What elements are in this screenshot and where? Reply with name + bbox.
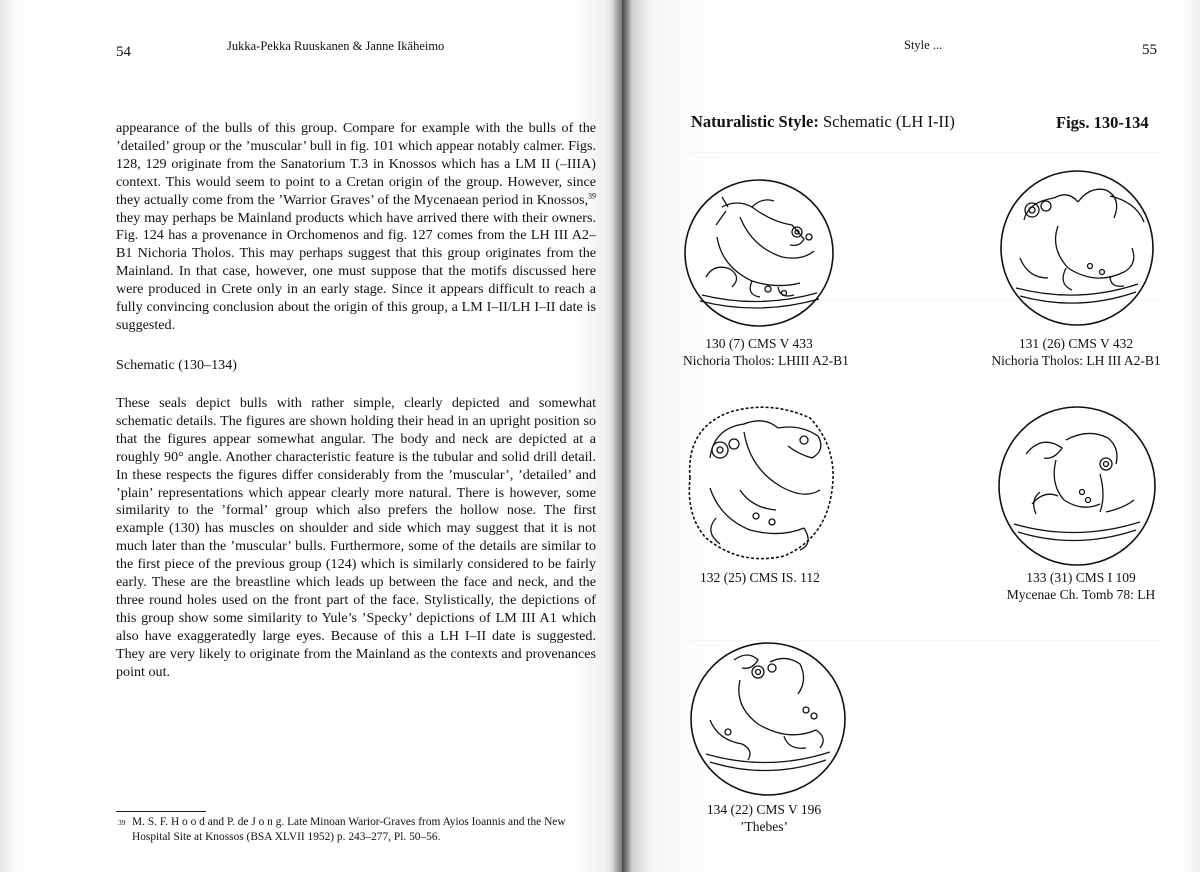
paragraph-1 xyxy=(116,120,596,335)
figure-range: Figs. 130-134 xyxy=(1056,113,1149,132)
caption-134-line2: ’Thebes’ xyxy=(740,818,788,834)
page-number-right: 55 xyxy=(1142,42,1157,58)
paragraph-2: These seals depict bulls with rather simple, clearly depicted and somewhat schematic details. The figures are shown holding their head in an upright position so that the figures appear somewhat angular. The body and neck are depicted at a roughly 90° angle. Another characteristic feature is the tubular and solid drill detail. In these respects the figures differ considerably from the ’muscular’, ’detailed’ and ’plain’ representations which appear clearly more natural. There is however, some similarity to the ’formal’ group which also prefers the hollow nose. The first example (130) has muscles on shoulder and side which may suggest that it is not much later than the ’muscular’ bulls. Furthermore, some of the details are similar to the first piece of the previous group (124) which is similarly considered to be fairly early. These are the breastline which leads up between the face and neck, and the three round holes used on the front part of the face. Stylistically, the depictions of this group show some similarity to Yule’s ’Specky’ depictions of LM III A1 which also have exaggeratedly large eyes. Because of this a LH I–II date is suggested. They are very likely to originate from the Mainland as the contexts and provenances point out. xyxy=(116,395,596,680)
caption-131-line1: 131 (26) CMS V 432 xyxy=(1018,336,1134,351)
caption-fig-130 xyxy=(683,336,849,369)
figure-heading-bold: Naturalistic Style: xyxy=(691,112,819,131)
caption-fig-133 xyxy=(996,570,1166,603)
book-gutter xyxy=(612,0,632,872)
footnote xyxy=(118,815,602,845)
caption-fig-132 xyxy=(690,570,830,587)
paragraph-1-text-b: they may perhaps be Mainland products which have arrived there with their owners. Fig. 124 has a provenance in Orchomenos and fig. 127 comes from the LH III A2–B1 Nichoria Tholos. This may perhaps suggest that this group originates from the Mainland. In that case, however, one must suppose that the motifs discussed here were produced in Crete only in an early stage. Since it appears difficult to reach a fully convincing conclusion about the origin of this group, a LM I–II/LH I–II date is suggested. xyxy=(116,209,596,333)
footnote-text: M. S. F. H o o d and P. de J o n g. Late Minoan Warior-Graves from Ayios Ioannis and the New Hospital Site at Knossos (BSA XLVII 1952) p. 243–277, Pl. 50–56. xyxy=(132,816,566,843)
caption-130-line2: Nichoria Tholos: LHIII A2-B1 xyxy=(683,352,849,368)
caption-fig-134 xyxy=(696,802,832,835)
running-head-left: Jukka-Pekka Ruuskanen & Janne Ikäheimo xyxy=(227,39,445,53)
caption-130-line1: 130 (7) CMS V 433 xyxy=(705,336,813,351)
bull-seal-133 xyxy=(996,404,1158,568)
caption-131-line2: Nichoria Tholos: LH III A2-B1 xyxy=(991,352,1161,368)
caption-134-line1: 134 (22) CMS V 196 xyxy=(706,802,822,817)
caption-133-line1: 133 (31) CMS I 109 xyxy=(1026,570,1136,585)
paragraph-1-text-a: appearance of the bulls of this group. Compare for example with the bulls of the ’detailed’ group or the ’muscular’ bull in fig. 101 which appear notably calmer. Figs. 128, 129 originate from the Sanatorium T.3 in Knossos which has a LM II (–IIIA) context. This would seem to point to a Cretan origin of the group. However, since they actually come from the ’Warrior Graves’ of the Mycenaean period in Knossos, xyxy=(116,120,596,208)
running-head-right: Style ... xyxy=(904,38,943,52)
page-number-left: 54 xyxy=(116,44,131,60)
figure-heading xyxy=(691,112,955,132)
bull-seal-132 xyxy=(680,398,840,566)
bull-seal-130 xyxy=(682,177,836,329)
footnote-number: 39 xyxy=(118,818,126,827)
bull-seal-131 xyxy=(998,168,1156,328)
bull-seal-134 xyxy=(688,640,848,798)
footnote-reference: 39 xyxy=(588,190,596,200)
caption-133-line2: Mycenae Ch. Tomb 78: LH xyxy=(1006,586,1156,602)
figure-heading-rest: Schematic (LH I-II) xyxy=(818,112,955,131)
caption-132-line1: 132 (25) CMS IS. 112 xyxy=(700,570,820,585)
footnote-divider xyxy=(116,811,206,812)
section-subheading: Schematic (130–134) xyxy=(116,357,237,373)
caption-fig-131 xyxy=(986,336,1166,369)
